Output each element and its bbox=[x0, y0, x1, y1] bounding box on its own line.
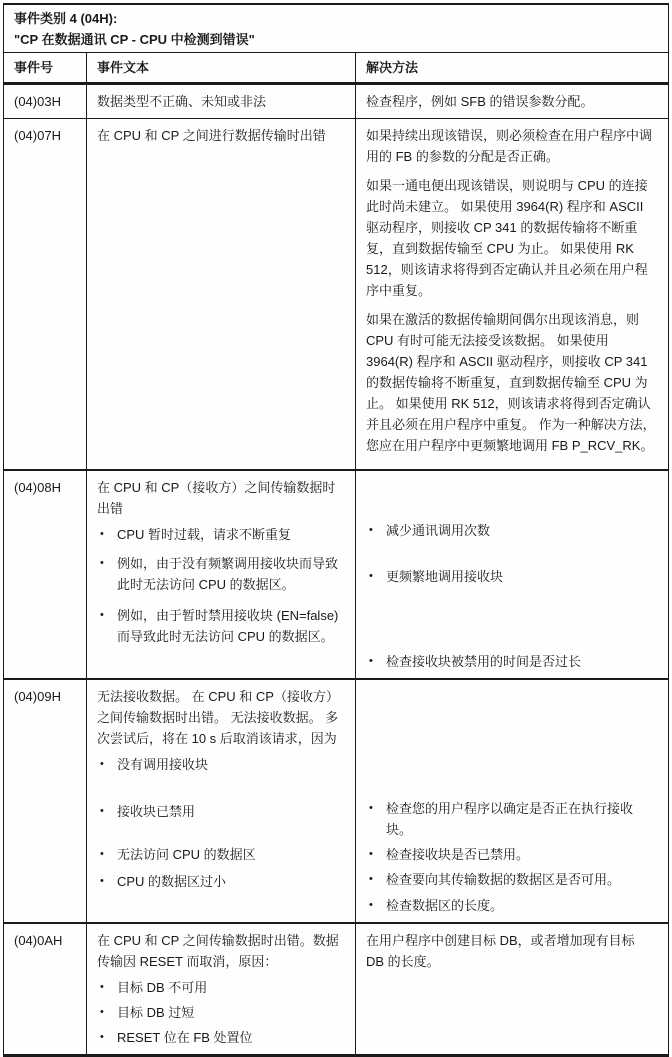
event-id-cell: (04)03H bbox=[4, 85, 87, 118]
bullet-icon: • bbox=[100, 981, 104, 993]
bullet-icon: • bbox=[100, 1031, 104, 1043]
bullet-icon: • bbox=[100, 1006, 104, 1018]
list-item-text: 检查您的用户程序以确定是否正在执行接收块。 bbox=[386, 801, 634, 837]
event-text-cell bbox=[87, 680, 356, 922]
solution-list bbox=[366, 520, 656, 672]
bullet-icon: • bbox=[100, 805, 104, 817]
list-item-text: CPU 的数据区过小 bbox=[117, 874, 227, 889]
solution-cell bbox=[356, 119, 668, 469]
list-item bbox=[366, 895, 656, 916]
bullet-icon: • bbox=[369, 524, 373, 536]
event-cause-list bbox=[97, 754, 345, 892]
list-item-text: 例如，由于没有频繁调用接收块而导致此时无法访问 CPU 的数据区。 bbox=[117, 556, 339, 592]
list-item bbox=[97, 977, 345, 998]
column-header-event-text: 事件文本 bbox=[87, 53, 356, 82]
list-item bbox=[97, 1027, 345, 1048]
solution-cell: 检查程序，例如 SFB 的错误参数分配。 bbox=[366, 94, 594, 109]
list-item bbox=[97, 754, 345, 775]
event-text-intro: 在 CPU 和 CP 之间传输数据时出错。数据传输因 RESET 而取消，原因： bbox=[97, 933, 339, 969]
list-item bbox=[97, 871, 345, 892]
event-text-intro: 在 CPU 和 CP（接收方）之间传输数据时出错 bbox=[97, 480, 336, 516]
bullet-icon: • bbox=[100, 848, 104, 860]
event-class-subtitle: "CP 在数据通讯 CP - CPU 中检测到错误" bbox=[14, 32, 255, 47]
solution-list bbox=[366, 798, 656, 916]
list-item-text: 没有调用接收块 bbox=[117, 757, 209, 772]
list-item bbox=[366, 869, 656, 890]
event-text-cell: 数据类型不正确、未知或非法 bbox=[87, 85, 356, 118]
list-item bbox=[97, 844, 345, 865]
table-row-04-09h bbox=[4, 680, 668, 924]
list-item-text: 目标 DB 过短 bbox=[117, 1005, 195, 1020]
list-item bbox=[97, 553, 345, 595]
table-row-04-03h bbox=[4, 85, 668, 119]
list-item-text: 检查接收块是否已禁用。 bbox=[386, 847, 530, 862]
list-item bbox=[366, 651, 656, 672]
list-item-text: RESET 位在 FB 处置位 bbox=[117, 1030, 253, 1045]
solution-cell bbox=[356, 471, 668, 678]
list-item bbox=[366, 520, 656, 541]
table-title-block bbox=[4, 5, 668, 53]
list-item-text: 更频繁地调用接收块 bbox=[386, 569, 504, 584]
list-item bbox=[97, 801, 345, 822]
bullet-icon: • bbox=[369, 655, 373, 667]
event-text-cell: 在 CPU 和 CP 之间进行数据传输时出错 bbox=[87, 119, 356, 469]
event-id-cell: (04)0AH bbox=[4, 924, 87, 1054]
list-item bbox=[97, 605, 345, 647]
event-class-title: 事件类别 4 (04H): bbox=[14, 11, 118, 26]
event-cause-list bbox=[97, 977, 345, 1048]
list-item-text: 检查要向其传输数据的数据区是否可用。 bbox=[386, 872, 621, 887]
bullet-icon: • bbox=[100, 875, 104, 887]
list-item-text: 目标 DB 不可用 bbox=[117, 980, 208, 995]
event-text-intro: 无法接收数据。 在 CPU 和 CP（接收方）之间传输数据时出错。 无法接收数据。 多次尝试后，将在 10 s 后取消该请求，因为 bbox=[97, 689, 339, 746]
bullet-icon: • bbox=[369, 873, 373, 885]
list-item bbox=[366, 844, 656, 865]
solution-paragraph: 如果一通电便出现该错误，则说明与 CPU 的连接此时尚未建立。 如果使用 3964(R) 程序和 ASCII 驱动程序，则接收 CP 341 的数据传输将不断重复，直到数据传输至 CPU 为止。 如果使用 RK 512，则该请求将得到否定确认并且必须在用户程序中重复。 bbox=[366, 178, 648, 298]
list-item bbox=[97, 1002, 345, 1023]
list-item bbox=[366, 798, 656, 840]
list-item-text: 检查数据区的长度。 bbox=[386, 898, 504, 913]
column-header-solution: 解决方法 bbox=[366, 60, 419, 75]
bullet-icon: • bbox=[369, 802, 373, 814]
table-row-04-07h bbox=[4, 119, 668, 471]
bullet-icon: • bbox=[100, 609, 104, 621]
bullet-icon: • bbox=[369, 848, 373, 860]
list-item-text: 无法访问 CPU 的数据区 bbox=[117, 847, 256, 862]
table-row-04-08h bbox=[4, 471, 668, 680]
column-header-event-id: 事件号 bbox=[4, 53, 87, 82]
list-item-text: 接收块已禁用 bbox=[117, 804, 196, 819]
event-text-cell bbox=[87, 471, 356, 678]
solution-paragraph: 如果持续出现该错误，则必须检查在用户程序中调用的 FB 的参数的分配是否正确。 bbox=[366, 128, 653, 164]
event-id-cell: (04)08H bbox=[4, 471, 87, 678]
list-item-text: 减少通讯调用次数 bbox=[386, 523, 491, 538]
bullet-icon: • bbox=[369, 570, 373, 582]
solution-cell: 在用户程序中创建目标 DB，或者增加现有目标 DB 的长度。 bbox=[366, 933, 635, 969]
column-header-row bbox=[4, 53, 668, 85]
event-cause-list bbox=[97, 524, 345, 647]
list-item-text: 检查接收块被禁用的时间是否过长 bbox=[386, 654, 582, 669]
bullet-icon: • bbox=[100, 557, 104, 569]
event-class-table bbox=[3, 3, 669, 1057]
list-item-text: 例如，由于暂时禁用接收块 (EN=false) 而导致此时无法访问 CPU 的数据区。 bbox=[117, 608, 339, 644]
bullet-icon: • bbox=[100, 758, 104, 770]
solution-cell bbox=[356, 680, 668, 922]
bullet-icon: • bbox=[369, 899, 373, 911]
list-item-text: CPU 暂时过载，请求不断重复 bbox=[117, 527, 292, 542]
list-item bbox=[97, 524, 345, 545]
solution-paragraph: 如果在激活的数据传输期间偶尔出现该消息，则 CPU 有时可能无法接受该数据。 如果使用 3964(R) 程序和 ASCII 驱动程序，则接收 CP 341 的数据传输将不断重复，直到数据传输至 CPU 为止。 如果使用 RK 512，则该请求将得到否定确认并且必须在用户程序中重复。 作为一种解决方法，您应在用户程序中更频繁地调用 FB P_RCV_RK。 bbox=[366, 312, 656, 453]
list-item bbox=[366, 566, 656, 587]
event-id-cell: (04)09H bbox=[4, 680, 87, 922]
bullet-icon: • bbox=[100, 528, 104, 540]
event-id-cell: (04)07H bbox=[4, 119, 87, 469]
